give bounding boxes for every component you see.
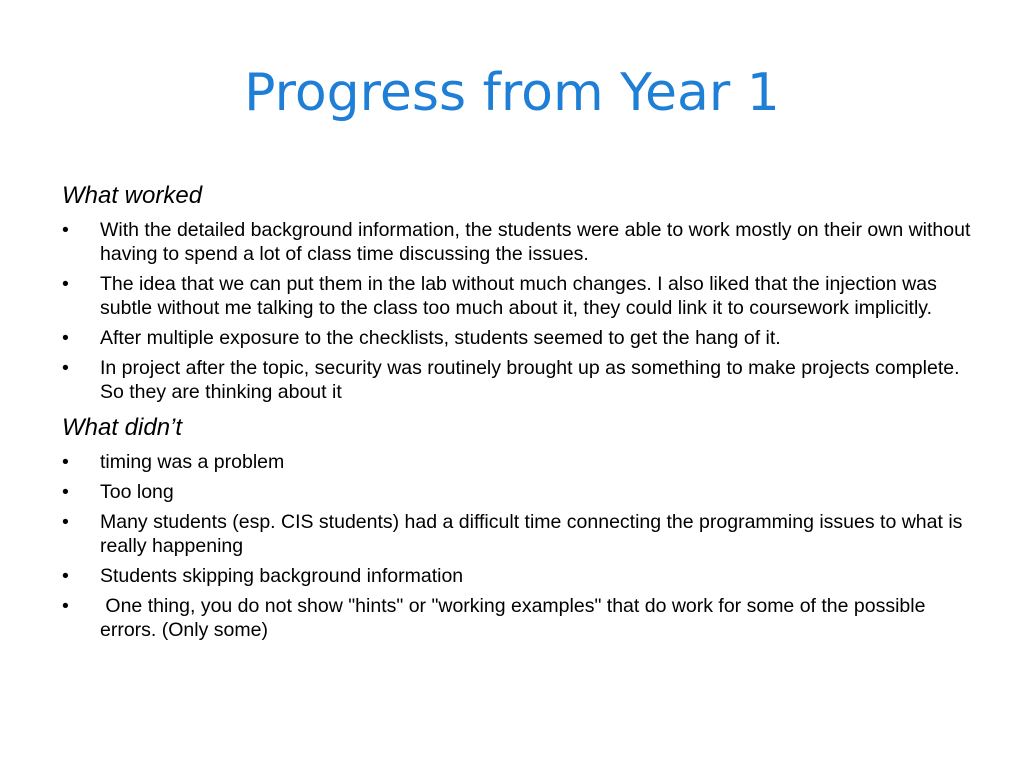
bullet-text: In project after the topic, security was routinely brought up as something to make projects complete. So they are thinking about it — [100, 357, 960, 403]
bullet-text: timing was a problem — [100, 451, 285, 473]
bullet-icon: • — [62, 565, 69, 587]
bullet-text: With the detailed background information, the students were able to work mostly on their own without having to spend a lot of class time discussing the issues. — [100, 219, 971, 265]
bullet-text: Many students (esp. CIS students) had a difficult time connecting the programming issues to what is really happening — [100, 511, 963, 557]
bullet-icon: • — [62, 511, 69, 533]
bullet-item — [62, 480, 982, 504]
bullet-item — [62, 356, 982, 404]
bullet-item — [62, 272, 982, 320]
bullet-item — [62, 594, 982, 642]
bullet-list-what-worked — [62, 218, 982, 404]
bullet-item — [62, 564, 982, 588]
bullet-icon: • — [62, 357, 69, 379]
section-heading-what-didnt: What didn’t — [62, 414, 183, 441]
bullet-item — [62, 450, 982, 474]
bullet-item — [62, 218, 982, 266]
bullet-list-what-didnt — [62, 450, 982, 642]
section-heading-what-worked: What worked — [62, 182, 203, 209]
bullet-item — [62, 326, 982, 350]
bullet-text: Students skipping background information — [100, 565, 464, 587]
bullet-text: Too long — [100, 481, 174, 503]
bullet-icon: • — [62, 327, 69, 349]
bullet-item — [62, 510, 982, 558]
slide-content — [62, 180, 982, 648]
bullet-icon: • — [62, 481, 69, 503]
bullet-icon: • — [62, 451, 69, 473]
bullet-text: The idea that we can put them in the lab without much changes. I also liked that the injection was subtle without me talking to the class too much about it, they could link it to coursework implicitly. — [100, 273, 937, 319]
bullet-text: After multiple exposure to the checklists, students seemed to get the hang of it. — [100, 327, 781, 349]
slide-title: Progress from Year 1 — [244, 63, 780, 123]
bullet-text: One thing, you do not show "hints" or "working examples" that do work for some of the possible errors. (Only some) — [100, 595, 931, 641]
bullet-icon: • — [62, 219, 69, 241]
bullet-icon: • — [62, 273, 69, 295]
bullet-icon: • — [62, 595, 69, 617]
